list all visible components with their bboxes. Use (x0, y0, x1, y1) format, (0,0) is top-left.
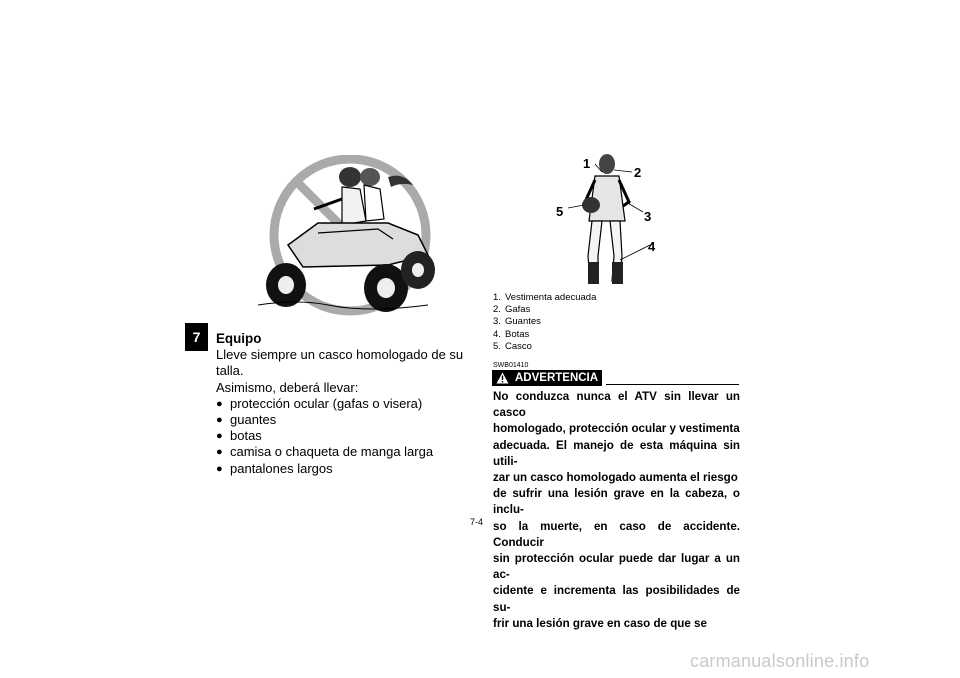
bullet-icon: ● (216, 397, 223, 410)
warning-label: ADVERTENCIA (515, 372, 599, 384)
legend-item: 2. Gafas (493, 304, 531, 316)
figure-legend (493, 292, 596, 353)
warning-code: SWB01410 (493, 362, 529, 369)
equipment-list (216, 396, 466, 477)
callout-3: 3 (644, 209, 652, 224)
legend-item: 5. Casco (493, 340, 532, 352)
warning-banner (492, 370, 602, 386)
atv-prohibited-illustration (258, 155, 448, 325)
callout-4: 4 (648, 239, 656, 254)
legend-item: 3. Guantes (493, 316, 541, 328)
watermark: carmanualsonline.info (690, 651, 870, 671)
warning-text: No conduzca nunca el ATV sin llevar un casco homologado, protección ocular y vestimenta adecuada. El manejo de esta máquina sin utili- zar un casco homologado aumenta el riesgo de sufrir una lesión grave en la cabeza, o inclu- so la muerte, en caso de accidente. Conducir sin protección ocular puede dar lugar a un ac- cidente e incrementa las posibilidades de su- frir una lesión grave en caso de que se (493, 390, 740, 630)
legend-item: 4. Botas (493, 328, 530, 340)
bullet-icon: ● (216, 430, 223, 443)
list-item: ● pantalones largos (216, 460, 333, 476)
legend-item: 1. Vestimenta adecuada (493, 292, 597, 303)
paragraph-line: Asimismo, deberá llevar: (216, 379, 359, 395)
chapter-tab: 7 (185, 323, 208, 351)
section-heading: Equipo (216, 331, 262, 346)
list-item: ● botas (216, 428, 262, 444)
page-number: 7-4 (470, 517, 484, 527)
equipment-section (216, 331, 466, 477)
warning-triangle-icon (496, 372, 509, 384)
rider-gear-illustration (540, 150, 680, 290)
list-item: ● protección ocular (gafas o visera) (216, 395, 423, 411)
warning-rule (606, 384, 739, 385)
bullet-icon: ● (216, 462, 223, 475)
callout-2: 2 (634, 165, 642, 180)
paragraph-line: Lleve siempre un casco homologado de su talla. (216, 347, 464, 379)
bullet-icon: ● (216, 414, 223, 427)
callout-5: 5 (556, 204, 564, 219)
bullet-icon: ● (216, 446, 223, 459)
list-item: ● guantes (216, 412, 277, 428)
list-item: ● camisa o chaqueta de manga larga (216, 444, 434, 460)
callout-1: 1 (583, 156, 591, 171)
